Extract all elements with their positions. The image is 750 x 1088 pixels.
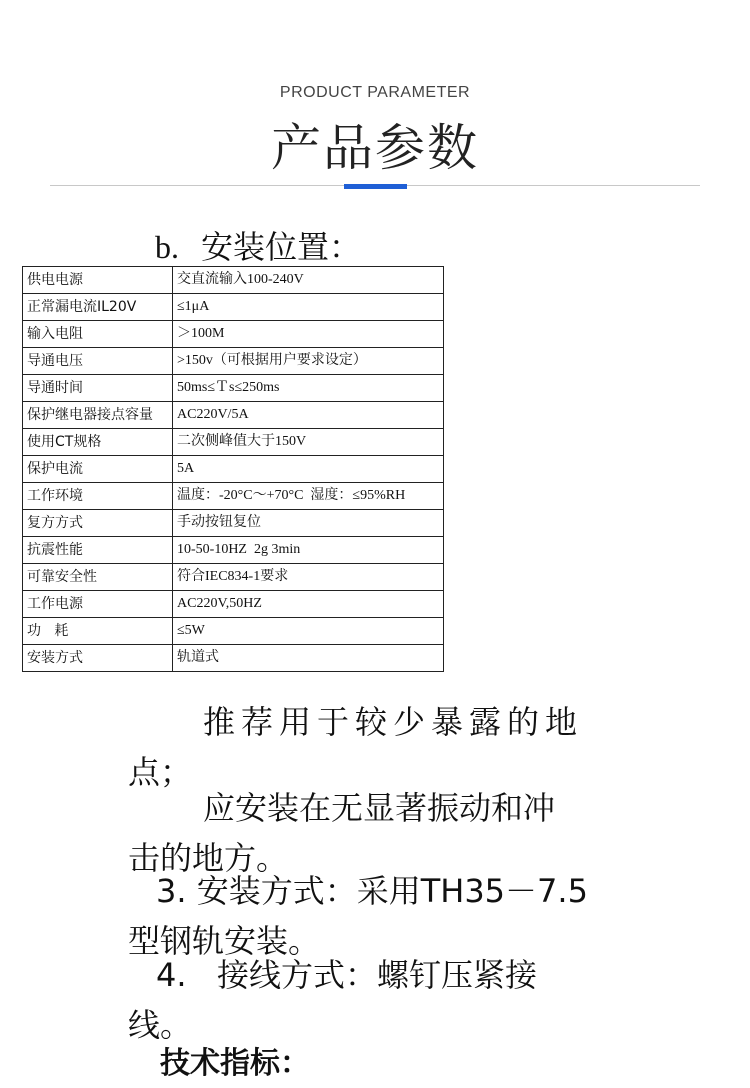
paragraph-wiring-method: [128, 950, 628, 1050]
table-row: [23, 564, 444, 591]
param-value-cell: 轨道式: [173, 645, 444, 672]
param-name-cell: 可靠安全性: [23, 564, 173, 591]
table-row: [23, 483, 444, 510]
param-name-cell: 工作环境: [23, 483, 173, 510]
param-value-cell: 温度：-20°C～+70°C 湿度：≤95%RH: [173, 483, 444, 510]
param-name-cell: 安装方式: [23, 645, 173, 672]
param-name-cell: 正常漏电流IL20V: [23, 294, 173, 321]
page-title: 产品参数: [271, 119, 479, 177]
param-value-cell: 50ms≤Ｔs≤250ms: [173, 375, 444, 402]
param-value-cell: ＞100M: [173, 321, 444, 348]
param-name-cell: 功 耗: [23, 618, 173, 645]
param-name-cell: 抗震性能: [23, 537, 173, 564]
param-value-cell: 交直流输入100-240V: [173, 267, 444, 294]
table-row: [23, 321, 444, 348]
param-name-cell: 输入电阻: [23, 321, 173, 348]
parameter-table: [22, 266, 444, 672]
paragraph-line: 3. 安装方式：采用TH35－7.5: [156, 872, 588, 910]
table-row: [23, 294, 444, 321]
param-value-cell: AC220V,50HZ: [173, 591, 444, 618]
table-row: [23, 348, 444, 375]
param-name-cell: 导通时间: [23, 375, 173, 402]
table-row: [23, 645, 444, 672]
param-name-cell: 工作电源: [23, 591, 173, 618]
param-name-cell: 导通电压: [23, 348, 173, 375]
paragraph-line: 应安装在无显著振动和冲: [203, 789, 556, 827]
table-row: [23, 537, 444, 564]
section-heading: [155, 222, 361, 268]
paragraph-line: 型钢轨安装。: [128, 922, 321, 960]
table-row: [23, 456, 444, 483]
table-row: [23, 402, 444, 429]
param-value-cell: 10-50-10HZ 2g 3min: [173, 537, 444, 564]
param-value-cell: 手动按钮复位: [173, 510, 444, 537]
paragraph-line: 4. 接线方式：螺钉压紧接: [156, 956, 538, 994]
param-name-cell: 供电电源: [23, 267, 173, 294]
paragraph-line: 线。: [128, 1006, 193, 1044]
param-name-cell: 保护继电器接点容量: [23, 402, 173, 429]
param-name-cell: 复方方式: [23, 510, 173, 537]
param-value-cell: AC220V/5A: [173, 402, 444, 429]
param-value-cell: 5A: [173, 456, 444, 483]
table-row: [23, 267, 444, 294]
param-value-cell: 二次侧峰值大于150V: [173, 429, 444, 456]
param-value-cell: 符合IEC834-1要求: [173, 564, 444, 591]
param-name-cell: 使用CT规格: [23, 429, 173, 456]
paragraph-recommended-location: [128, 697, 628, 797]
table-row: [23, 510, 444, 537]
table-row: [23, 429, 444, 456]
section-letter: b.: [155, 229, 179, 265]
page-subtitle: PRODUCT PARAMETER: [279, 84, 471, 101]
header-accent-bar: [344, 184, 407, 189]
table-row: [23, 591, 444, 618]
table-row: [23, 375, 444, 402]
paragraph-line: 击的地方。: [128, 839, 289, 877]
tech-spec-heading: 技术指标：: [160, 1046, 310, 1081]
paragraph-line: 点；: [128, 753, 193, 791]
param-value-cell: >150v（可根据用户要求设定）: [173, 348, 444, 375]
param-value-cell: ≤5W: [173, 618, 444, 645]
paragraph-line: 推荐用于较少暴露的地: [203, 703, 584, 741]
section-heading-text: 安装位置：: [201, 228, 362, 266]
table-row: [23, 618, 444, 645]
param-name-cell: 保护电流: [23, 456, 173, 483]
param-value-cell: ≤1μA: [173, 294, 444, 321]
